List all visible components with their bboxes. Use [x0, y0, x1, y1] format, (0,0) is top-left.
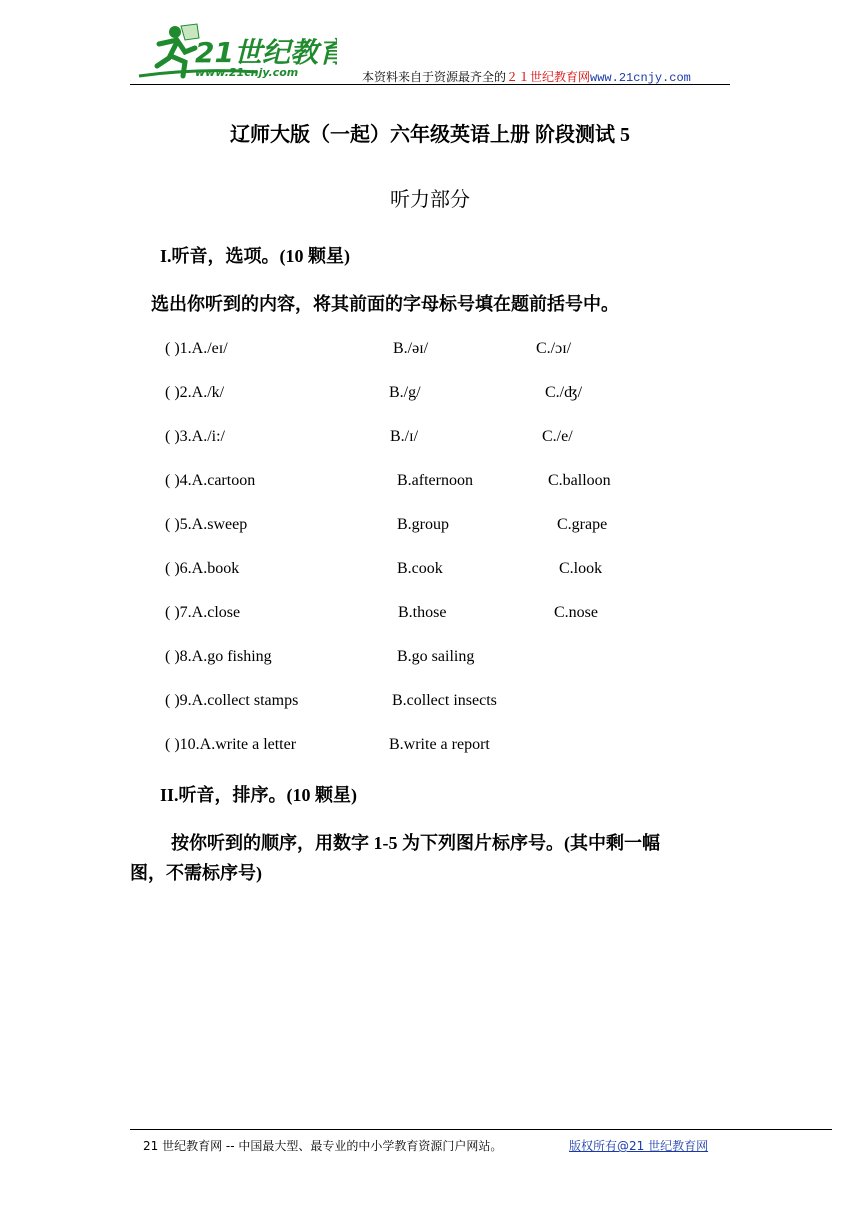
question-1-a: ( )1.A./eɪ/ — [165, 340, 228, 357]
footer-divider — [130, 1129, 832, 1130]
footer-text: 21 世纪教育网 -- 中国最大型、最专业的中小学教育资源门户网站。 — [143, 1139, 503, 1153]
question-6-c: C.look — [559, 560, 603, 577]
question-4-b: B.afternoon — [397, 472, 473, 489]
question-2-b: B./g/ — [389, 384, 421, 401]
question-4-c: C.balloon — [548, 472, 611, 489]
question-3-a: ( )3.A./i:/ — [165, 428, 225, 445]
header-note-url[interactable]: www.21cnjy.com — [590, 71, 691, 85]
header-divider — [130, 84, 730, 85]
question-10-a: ( )10.A.write a letter — [165, 736, 297, 753]
question-9-b: B.collect insects — [392, 692, 497, 709]
question-2-c: C./ʤ/ — [545, 384, 583, 401]
header-note — [362, 68, 691, 85]
question-7-b: B.those — [398, 604, 447, 621]
copyright-link[interactable]: 版权所有@21 世纪教育网 — [569, 1139, 709, 1153]
question-7-a: ( )7.A.close — [165, 604, 241, 621]
header-note-site[interactable]: ２１世纪教育网 — [506, 70, 591, 84]
part1-instruction: 选出你听到的内容，将其前面的字母标号填在题前括号中。 — [151, 294, 619, 314]
question-6-a: ( )6.A.book — [165, 560, 240, 577]
question-5-b: B.group — [397, 516, 449, 533]
logo-text: 21世纪教育 — [195, 36, 337, 69]
section-title: 听力部分 — [390, 189, 470, 211]
part2-instruction-line1: 按你听到的顺序，用数字 1-5 为下列图片标序号。(其中剩一幅 — [171, 833, 660, 853]
question-6-b: B.cook — [397, 560, 443, 577]
question-4-a: ( )4.A.cartoon — [165, 472, 256, 489]
part2-instruction-line2: 图，不需标序号) — [130, 863, 262, 883]
question-1-c: C./ɔɪ/ — [536, 340, 572, 357]
question-10-b: B.write a report — [389, 736, 490, 753]
question-3-c: C./e/ — [542, 428, 573, 445]
question-3-b: B./ɪ/ — [390, 428, 419, 445]
question-8-a: ( )8.A.go fishing — [165, 648, 272, 665]
question-8-b: B.go sailing — [397, 648, 475, 665]
part1-heading: I.听音，选项。(10 颗星) — [160, 246, 350, 266]
question-1-b: B./əɪ/ — [393, 340, 429, 357]
question-2-a: ( )2.A./k/ — [165, 384, 225, 401]
question-9-a: ( )9.A.collect stamps — [165, 692, 299, 709]
logo-url: www.21cnjy.com — [195, 66, 299, 79]
site-logo — [137, 22, 337, 84]
question-7-c: C.nose — [554, 604, 598, 621]
doc-title: 辽师大版（一起）六年级英语上册 阶段测试 5 — [230, 124, 630, 146]
question-5-a: ( )5.A.sweep — [165, 516, 248, 533]
question-5-c: C.grape — [557, 516, 608, 533]
part2-heading: II.听音，排序。(10 颗星) — [160, 785, 357, 805]
header-note-prefix: 本资料来自于资源最齐全的 — [362, 70, 507, 84]
